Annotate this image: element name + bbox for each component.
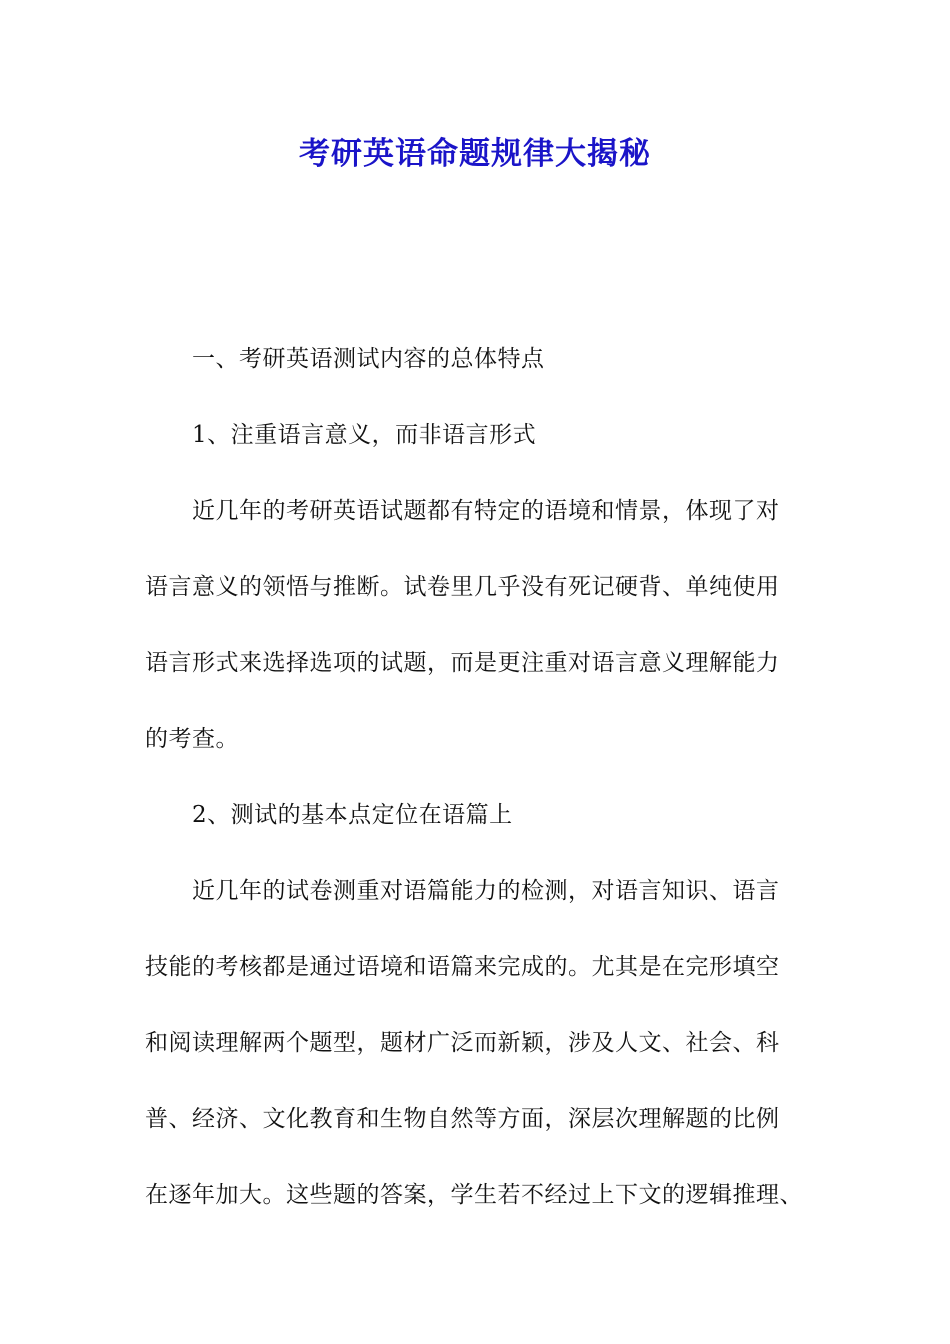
paragraph-1 (145, 490, 810, 794)
document-title: 考研英语命题规律大揭秘 (299, 136, 651, 172)
paragraph-line: 和阅读理解两个题型，题材广泛而新颖，涉及人文、社会、科 (145, 1030, 780, 1056)
paragraph-line: 技能的考核都是通过语境和语篇来完成的。尤其是在完形填空 (145, 954, 780, 980)
subheading-1: 1、注重语言意义，而非语言形式 (192, 422, 537, 448)
paragraph-line: 语言形式来选择选项的试题，而是更注重对语言意义理解能力 (145, 650, 780, 676)
paragraph-line: 的考查。 (145, 726, 239, 752)
section-heading-overview: 一、考研英语测试内容的总体特点 (192, 346, 545, 372)
paragraph-line: 语言意义的领悟与推断。试卷里几乎没有死记硬背、单纯使用 (145, 574, 780, 600)
paragraph-line: 近几年的试卷测重对语篇能力的检测，对语言知识、语言 (192, 878, 780, 904)
paragraph-2 (145, 870, 810, 1250)
paragraph-line: 在逐年加大。这些题的答案，学生若不经过上下文的逻辑推理、 (145, 1182, 803, 1208)
subheading-2: 2、测试的基本点定位在语篇上 (192, 802, 513, 828)
document-body (145, 338, 810, 1250)
paragraph-line: 近几年的考研英语试题都有特定的语境和情景，体现了对 (192, 498, 780, 524)
paragraph-line: 普、经济、文化教育和生物自然等方面，深层次理解题的比例 (145, 1106, 780, 1132)
